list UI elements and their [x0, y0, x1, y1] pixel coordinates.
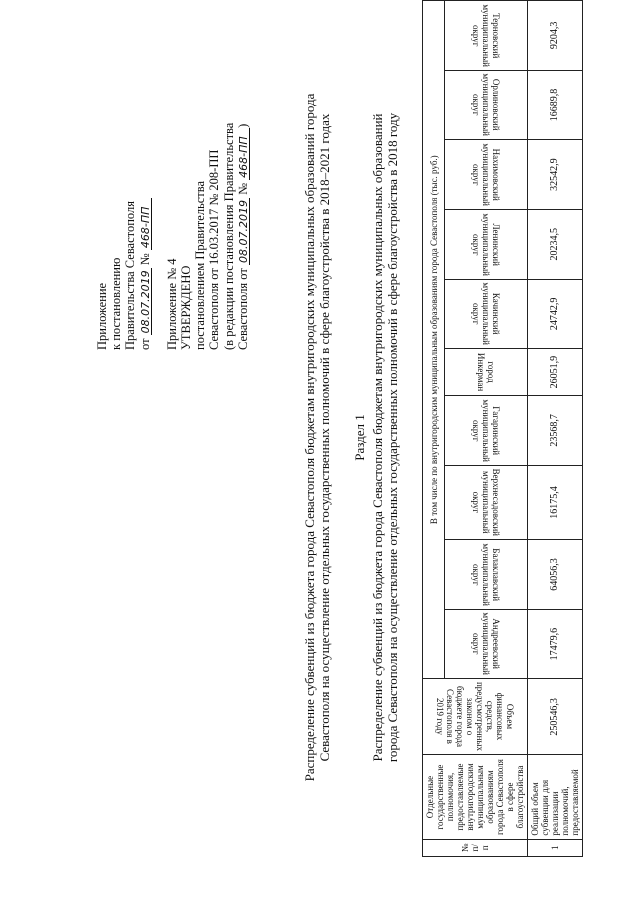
row-value: 9204,3	[528, 1, 583, 71]
revision-handwritten-date: 08.07.2019	[236, 200, 250, 264]
section-label: Раздел 1	[352, 414, 367, 461]
row-value: 23568,7	[528, 396, 583, 466]
from-prefix: от	[137, 338, 152, 350]
row-value: 24742,9	[528, 279, 583, 349]
col-header-number: № п/п	[423, 839, 528, 856]
municipality-header	[445, 609, 528, 679]
municipality-header	[445, 396, 528, 466]
municipality-header	[445, 209, 528, 279]
municipality-name: Качинский муниципальный округ	[471, 282, 502, 346]
municipality-name: Гагаринский муниципальный округ	[471, 399, 502, 462]
decree-date: Севастополя от 16.03.2017 № 208-ПП	[207, 149, 222, 350]
municipality-header	[445, 70, 528, 140]
municipality-header	[445, 1, 528, 71]
col-header-funds	[423, 679, 528, 755]
row-value: 17479,6	[528, 609, 583, 679]
row-value: 64056,3	[528, 540, 583, 610]
section-title-line-1: Распределение субвенций из бюджета города Севастополя бюджетам внутригородских муниципальных образований	[370, 113, 385, 762]
group-header: В том числе по внутригородским муниципальным образованиям города Севастополя (тыс. руб.)	[423, 1, 445, 679]
decree-date-line	[138, 20, 152, 350]
revision-city-from: Севастополя от	[235, 268, 250, 350]
document-title-line-1: Распределение субвенций из бюджета города Севастополя бюджетам внутригородских муниципальных образований города	[302, 93, 317, 782]
row-value: 20234,5	[528, 209, 583, 279]
document-title-line-2: Севастополя на осуществление отдельных государственных полномочий в сфере благоустройства в 2018–2021 годах	[317, 113, 332, 762]
government-name: Правительства Севастополя	[123, 201, 138, 350]
col-header-powers: Отдельные государственные полномочия, предоставляемые внутригородским муниципальным образованиям города Севастополя в сфере благоустройства	[423, 755, 528, 839]
municipality-header	[445, 465, 528, 539]
municipality-name: Верхнесадовский муниципальный округ	[471, 468, 502, 537]
appendix-to-decree: к постановлению	[109, 257, 124, 350]
municipality-name: город Инкерман	[476, 352, 497, 392]
section-title-line-2: города Севастополя на осуществление отдельных государственных полномочий в сфере благоустройства в 2018 году	[385, 112, 400, 763]
distribution-table	[422, 0, 583, 857]
revision-date-line	[236, 20, 250, 350]
municipality-header	[445, 349, 528, 396]
municipality-name: Ленинский муниципальный округ	[471, 212, 502, 276]
municipality-header	[445, 540, 528, 610]
appendix-4-label: Приложение № 4	[164, 258, 179, 350]
municipality-name: Андреевский муниципальный округ	[471, 612, 502, 676]
col-header-funds-text: Объем финансовых средств, предусмотренных законом о бюджете города Севастополя в 2019 году	[435, 682, 515, 752]
number-prefix: №	[137, 253, 152, 266]
appendix-label: Приложение	[95, 282, 109, 350]
document-title	[302, 10, 332, 865]
row-value: 16689,8	[528, 70, 583, 140]
row-total: 250546,3	[528, 679, 583, 755]
row-value: 16175,4	[528, 465, 583, 539]
row-powers: Общий объем субвенции для реализации полномочий, предоставляемой	[528, 755, 583, 839]
approved-stamp-text: УТВЕРЖДЕНО	[179, 265, 194, 350]
row-value: 32542,9	[528, 140, 583, 210]
revision-handwritten-number: 468-ПП	[238, 128, 250, 180]
municipality-header	[445, 279, 528, 349]
municipality-header	[445, 140, 528, 210]
handwritten-number: 468-ПП	[140, 198, 152, 250]
approval-block	[95, 20, 250, 350]
revision-line: (в редакции постановления Правительства	[221, 122, 236, 350]
row-value: 26051,9	[528, 349, 583, 396]
municipality-name: Нахимовский муниципальный округ	[471, 143, 502, 206]
decree-line: постановлением Правительства	[193, 180, 208, 350]
table-row	[528, 1, 583, 857]
municipality-name: Балаклавский муниципальный округ	[471, 543, 502, 606]
handwritten-date: 08.07.2019	[138, 270, 152, 334]
revision-number-prefix: №	[235, 182, 250, 195]
row-number: 1	[528, 839, 583, 856]
section-title	[370, 10, 400, 865]
municipality-name: Терновский муниципальный округ	[471, 4, 502, 67]
revision-close-paren: )	[235, 123, 250, 128]
municipality-name: Орлиновский муниципальный округ	[471, 73, 502, 137]
